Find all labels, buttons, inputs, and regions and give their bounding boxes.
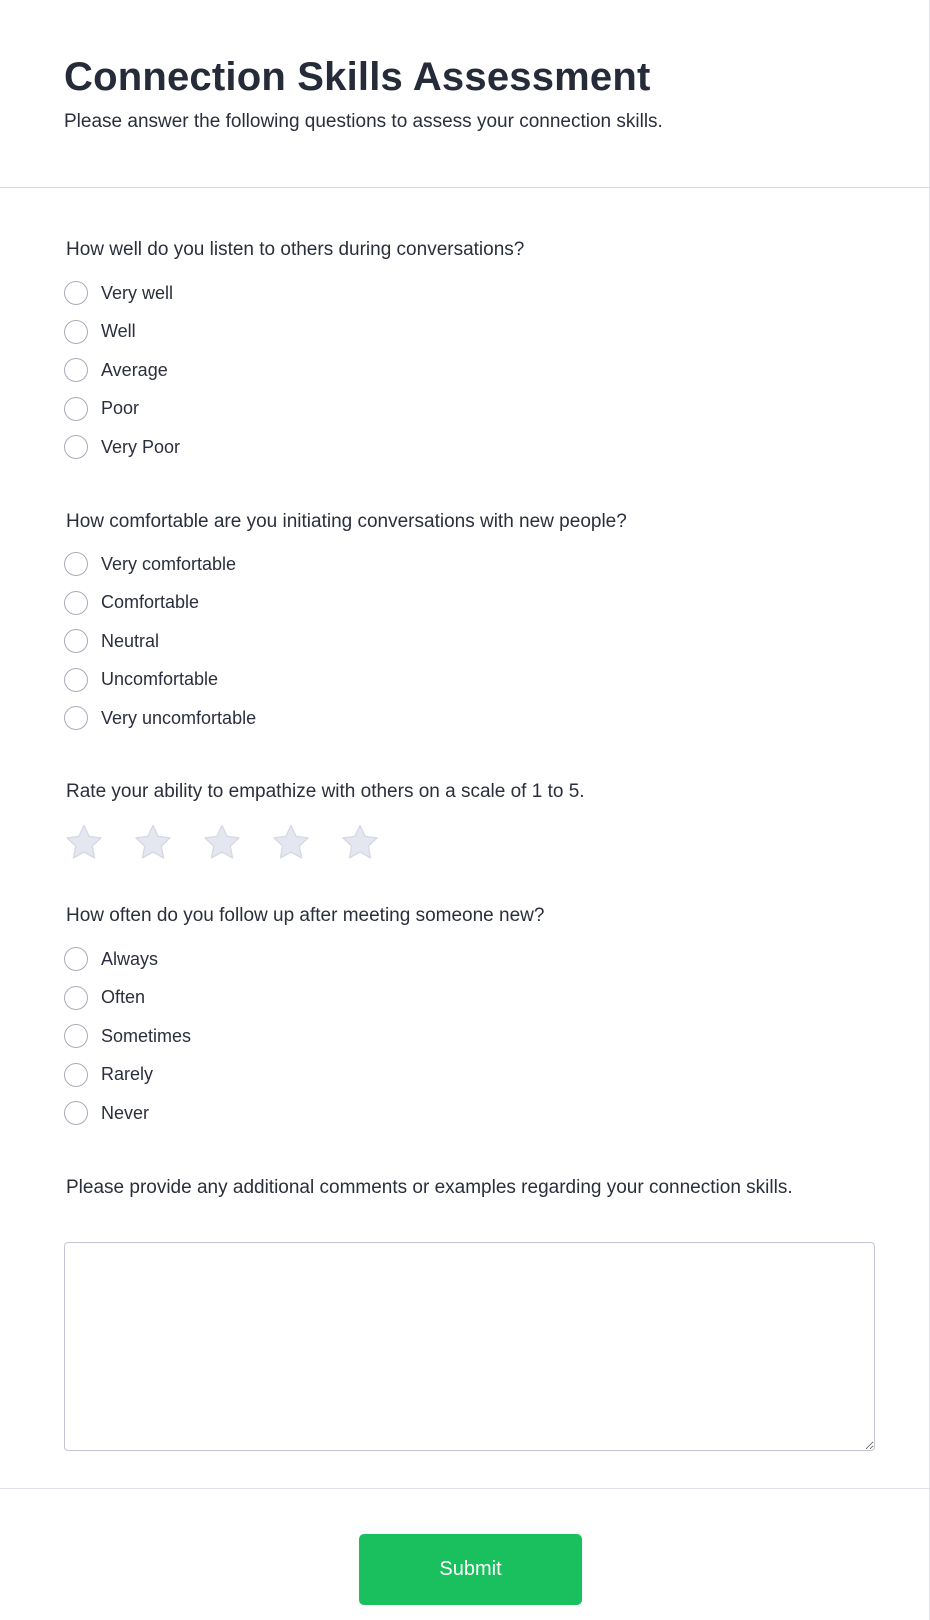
form-header [0,0,930,188]
question-follow-up: How often do you follow up after meeting someone new? [66,905,545,926]
radio-label: Never [101,1102,150,1123]
radio-label: Uncomfortable [101,669,219,690]
radio-label: Often [101,987,146,1008]
radio-label: Comfortable [101,592,200,613]
radio-option[interactable] [64,699,256,738]
radio-button[interactable] [64,668,88,692]
radio-option[interactable] [64,622,256,661]
initiating-options [64,545,256,738]
radio-label: Very Poor [101,436,181,457]
radio-label: Very well [101,282,174,303]
radio-button[interactable] [64,1063,88,1087]
comments-textarea[interactable] [64,1242,875,1451]
radio-label: Average [101,359,168,380]
radio-button[interactable] [64,1101,88,1125]
radio-option[interactable] [64,274,180,313]
radio-button[interactable] [64,986,88,1010]
radio-button[interactable] [64,552,88,576]
radio-button[interactable] [64,397,88,421]
footer-divider [0,1488,930,1489]
question-comments: Please provide any additional comments or examples regarding your connection skills. [66,1177,793,1198]
empathy-rating [64,823,409,861]
radio-label: Always [101,948,159,969]
radio-label: Very uncomfortable [101,707,257,728]
radio-button[interactable] [64,591,88,615]
radio-label: Sometimes [101,1025,192,1046]
radio-label: Poor [101,398,140,419]
radio-label: Well [101,321,136,342]
page-title: Connection Skills Assessment [64,55,651,99]
radio-option[interactable] [64,1056,191,1095]
question-empathy: Rate your ability to empathize with others on a scale of 1 to 5. [66,781,585,802]
radio-option[interactable] [64,428,180,467]
star-icon[interactable] [64,823,104,861]
radio-option[interactable] [64,661,256,700]
radio-label: Neutral [101,630,160,651]
radio-button[interactable] [64,281,88,305]
radio-option[interactable] [64,390,180,429]
radio-button[interactable] [64,706,88,730]
radio-button[interactable] [64,358,88,382]
question-initiating: How comfortable are you initiating conversations with new people? [66,511,627,532]
follow-up-options [64,940,191,1133]
star-icon[interactable] [202,823,242,861]
radio-button[interactable] [64,947,88,971]
radio-option[interactable] [64,979,191,1018]
radio-option[interactable] [64,584,256,623]
radio-option[interactable] [64,313,180,352]
radio-button[interactable] [64,1024,88,1048]
radio-option[interactable] [64,1094,191,1133]
radio-option[interactable] [64,1017,191,1056]
radio-button[interactable] [64,435,88,459]
radio-option[interactable] [64,940,191,979]
radio-option[interactable] [64,351,180,390]
star-icon[interactable] [271,823,311,861]
submit-button[interactable]: Submit [359,1534,582,1605]
listening-options [64,274,180,467]
radio-label: Rarely [101,1064,154,1085]
page-subtitle: Please answer the following questions to assess your connection skills. [64,111,663,132]
radio-button[interactable] [64,320,88,344]
radio-button[interactable] [64,629,88,653]
radio-option[interactable] [64,545,256,584]
star-icon[interactable] [133,823,173,861]
question-listening: How well do you listen to others during conversations? [66,239,525,260]
star-icon[interactable] [340,823,380,861]
radio-label: Very comfortable [101,553,237,574]
